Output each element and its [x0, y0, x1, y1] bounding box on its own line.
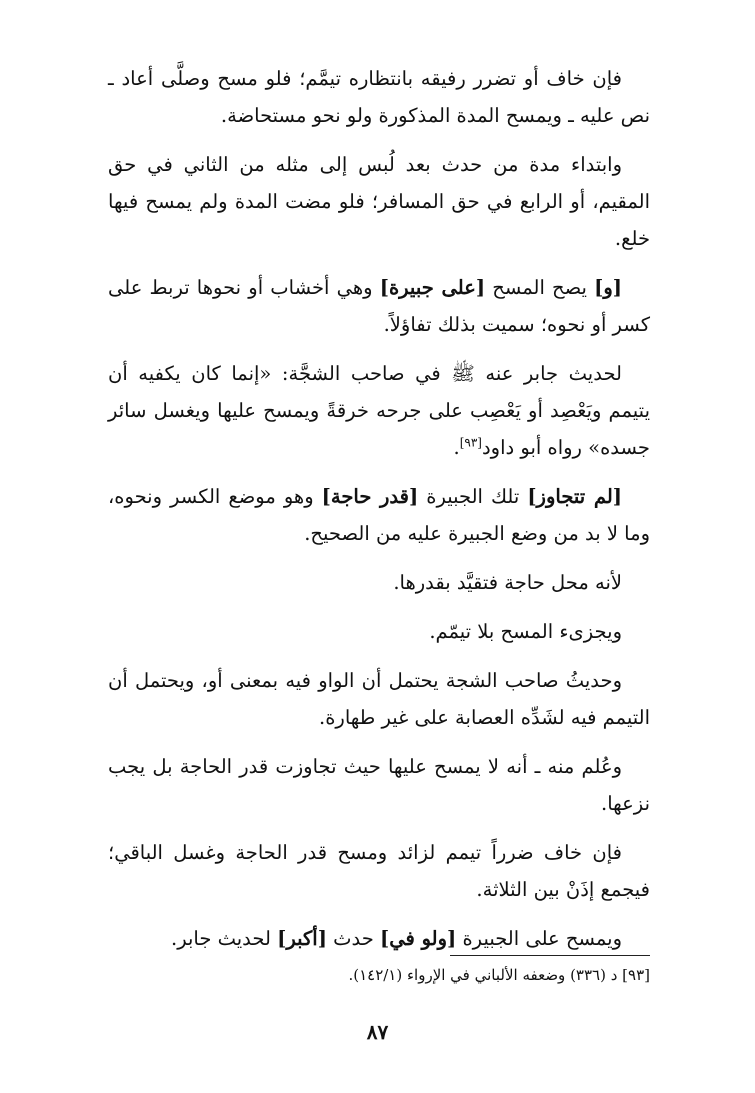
paragraph-6 — [108, 564, 650, 601]
paragraph-5-text-a: تلك الجبيرة — [418, 485, 528, 508]
paragraph-11-text-b: حدث — [326, 927, 381, 950]
matn-bracket-1: [و] — [594, 276, 623, 299]
paragraph-11 — [108, 920, 650, 957]
footnote: [٩٣] د (٣٣٦) وضعفه الألباني في الإرواء (١٤٢/١). — [348, 966, 650, 984]
paragraph-9 — [108, 748, 650, 822]
paragraph-4-text: لحديث جابر عنه ﷺ في صاحب الشجَّة: «إنما كان يكفيه أن يتيمم ويَعْصِد أو يَعْصِب على جرحه خرقةً ويمسح عليها ويغسل سائر جسده» رواه أبو داود — [108, 362, 650, 459]
paragraph-4 — [108, 355, 650, 466]
paragraph-5 — [108, 478, 650, 552]
paragraph-9-text: وعُلم منه ـ أنه لا يمسح عليها حيث تجاوزت قدر الحاجة بل يجب نزعها. — [108, 755, 650, 815]
paragraph-11-text-c: لحديث جابر. — [171, 927, 278, 950]
paragraph-1-text: فإن خاف أو تضرر رفيقه بانتظاره تيمَّم؛ فلو مسح وصلَّى أعاد ـ نص عليه ـ ويمسح المدة المذكورة ولو نحو مستحاضة. — [108, 67, 650, 127]
matn-bracket-4: [قدر حاجة] — [321, 485, 419, 508]
footnote-separator — [450, 955, 650, 956]
paragraph-3-text-b: وهي أخشاب أو نحوها تربط على كسر أو نحوه؛ سميت بذلك تفاؤلاً. — [108, 276, 650, 336]
paragraph-3-text-a: يصح المسح — [485, 276, 595, 299]
paragraph-4-tail: . — [453, 436, 460, 459]
main-text-block — [108, 60, 650, 969]
matn-bracket-6: [أكبر] — [277, 927, 327, 950]
paragraph-1 — [108, 60, 650, 134]
footnote-reference: [٩٣] — [459, 435, 482, 450]
paragraph-5-text-b: وهو موضع الكسر ونحوه، وما لا بد من وضع الجبيرة عليه من الصحيح. — [108, 485, 650, 545]
paragraph-7-text: ويجزىء المسح بلا تيمّم. — [429, 620, 622, 643]
paragraph-2-text: وابتداء مدة من حدث بعد لُبس إلى مثله من الثاني في حق المقيم، أو الرابع في حق المسافر؛ فلو مضت المدة ولم يمسح فيها خلع. — [108, 153, 650, 250]
matn-bracket-3: [لم تتجاوز] — [527, 485, 622, 508]
paragraph-6-text: لأنه محل حاجة فتقيَّد بقدرها. — [393, 571, 622, 594]
matn-bracket-5: [ولو في] — [380, 927, 457, 950]
paragraph-2 — [108, 146, 650, 257]
paragraph-10 — [108, 834, 650, 908]
page-number: ٨٧ — [366, 1020, 389, 1044]
paragraph-11-text-a: ويمسح على الجبيرة — [456, 927, 622, 950]
matn-bracket-2: [على جبيرة] — [379, 276, 486, 299]
paragraph-10-text: فإن خاف ضرراً تيمم لزائد ومسح قدر الحاجة وغسل الباقي؛ فيجمع إذَنْ بين الثلاثة. — [108, 841, 650, 901]
paragraph-8 — [108, 662, 650, 736]
paragraph-8-text: وحديثُ صاحب الشجة يحتمل أن الواو فيه بمعنى أو، ويحتمل أن التيمم فيه لشَدِّه العصابة على غير طهارة. — [108, 669, 650, 729]
paragraph-7 — [108, 613, 650, 650]
paragraph-3 — [108, 269, 650, 343]
